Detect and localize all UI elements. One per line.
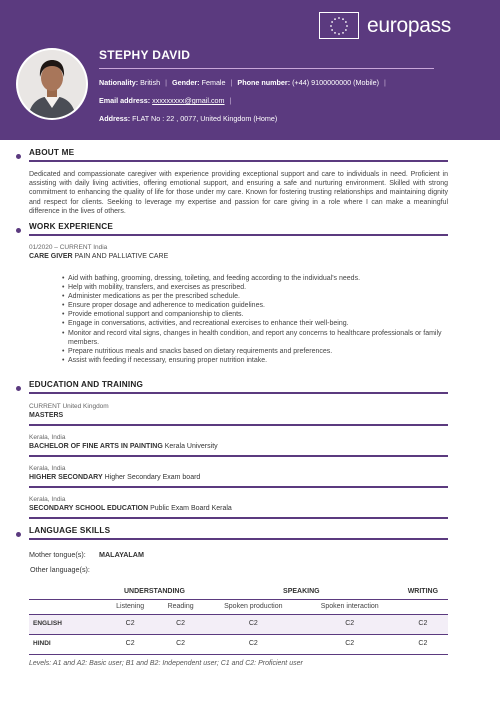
about-title: ABOUT ME	[29, 148, 75, 157]
list-item: • Provide emotional support and companionship to clients.	[62, 310, 448, 319]
job-duties-list	[62, 274, 448, 365]
section-divider	[29, 234, 448, 236]
job-employer: PAIN AND PALLIATIVE CARE	[74, 253, 169, 261]
education-org: Kerala University	[164, 443, 218, 451]
entry-divider	[29, 424, 448, 426]
personal-info-line	[99, 78, 391, 87]
job-entry	[29, 244, 168, 262]
education-title: MASTERS	[29, 412, 64, 420]
section-bullet	[16, 386, 21, 391]
other-languages-label: Other language(s):	[30, 565, 90, 574]
address-label: Address:	[99, 114, 131, 123]
nationality-value: British	[140, 78, 161, 87]
language-section-header	[16, 526, 448, 540]
entry-divider	[29, 455, 448, 457]
spoken-production-header: Spoken production	[205, 599, 302, 614]
address-line	[99, 114, 277, 123]
section-divider	[29, 160, 448, 162]
list-item: • Monitor and record vital signs, changes in health condition, and report any concerns to healthcare professionals or family members.	[62, 329, 448, 347]
job-role	[29, 252, 168, 261]
list-item: • Assist with feeding if necessary, ensuring proper nutrition intake.	[62, 356, 448, 365]
section-bullet	[16, 532, 21, 537]
list-item: • Engage in conversations, activities, and recreational exercises to enhance their well-being.	[62, 319, 448, 328]
education-title: BACHELOR OF FINE ARTS IN PAINTING	[29, 443, 163, 451]
section-divider	[29, 392, 448, 394]
table-subheader-row	[29, 599, 448, 614]
email-link[interactable]: xxxxxxxxx@gmail.com	[152, 96, 225, 105]
education-meta: Kerala, India	[29, 434, 66, 441]
education-title: SECONDARY SCHOOL EDUCATION	[29, 505, 149, 513]
level-cell: C2	[104, 614, 156, 634]
education-section-header	[16, 380, 448, 394]
separator: |	[384, 78, 386, 87]
level-cell: C2	[398, 614, 448, 634]
job-title: CARE GIVER	[29, 253, 73, 261]
about-text: Dedicated and compassionate caregiver with experience providing exceptional support and care to individuals in need. Proficient in assisting with daily living activities, offering emotional support, and ensuring a safe and nurturing environment. Skilled with strong commitment to enhancing the quality of life for those under my care. Known for fostering trusting relationships and maintaining dignity and respect for clients. Seeking to leverage my expertise and passion for care giving in a role where I can make a meaningful difference in the lives of others.	[29, 171, 448, 215]
europass-logo	[319, 12, 451, 39]
job-meta: 01/2020 – CURRENT India	[29, 244, 108, 251]
education-entry	[29, 403, 448, 421]
separator: |	[230, 78, 233, 87]
level-cell: C2	[156, 614, 205, 634]
writing-header: WRITING	[398, 584, 448, 599]
language-title: LANGUAGE SKILLS	[29, 526, 111, 535]
profile-photo	[16, 48, 88, 120]
about-section-header	[16, 148, 448, 162]
email-line	[99, 96, 236, 105]
name-divider	[99, 68, 434, 69]
work-section-header	[16, 222, 448, 236]
work-title: WORK EXPERIENCE	[29, 222, 113, 231]
list-item: • Help with mobility, transfers, and exercises as prescribed.	[62, 283, 448, 292]
education-meta: Kerala, India	[29, 496, 66, 503]
mother-tongue-value: MALAYALAM	[99, 550, 144, 559]
list-item: • Ensure proper dosage and adherence to medication guidelines.	[62, 301, 448, 310]
mother-tongue-label: Mother tongue(s):	[29, 550, 86, 559]
level-cell: C2	[205, 614, 302, 634]
eu-flag-icon	[319, 12, 359, 39]
language-name: HINDI	[29, 634, 104, 654]
phone-label: Phone number:	[237, 78, 291, 87]
education-org: Higher Secondary Exam board	[104, 474, 201, 482]
phone-value: (+44) 9100000000 (Mobile)	[292, 78, 380, 87]
nationality-label: Nationality:	[99, 78, 139, 87]
level-cell: C2	[302, 634, 398, 654]
education-entry	[29, 496, 448, 514]
cv-header	[0, 0, 500, 140]
speaking-header: SPEAKING	[205, 584, 398, 599]
list-item: • Administer medications as per the prescribed schedule.	[62, 292, 448, 301]
section-bullet	[16, 154, 21, 159]
address-value: FLAT No : 22 , 0077, United Kingdom (Home)	[132, 114, 278, 123]
education-title: EDUCATION AND TRAINING	[29, 380, 144, 389]
brand-name: europass	[367, 14, 451, 37]
section-divider	[29, 538, 448, 540]
education-org: Public Exam Board Kerala	[150, 505, 232, 513]
education-entry	[29, 465, 448, 483]
separator: |	[229, 96, 232, 105]
entry-divider	[29, 517, 448, 519]
education-title: HIGHER SECONDARY	[29, 474, 103, 482]
table-row	[29, 614, 448, 634]
list-item: • Prepare nutritious meals and snacks based on dietary requirements and preferences.	[62, 347, 448, 356]
table-header-row	[29, 584, 448, 599]
level-cell: C2	[104, 634, 156, 654]
entry-divider	[29, 486, 448, 488]
gender-label: Gender:	[172, 78, 200, 87]
table-row	[29, 634, 448, 654]
email-label: Email address:	[99, 96, 151, 105]
person-name: STEPHY DAVID	[99, 48, 191, 62]
gender-value: Female	[201, 78, 226, 87]
reading-header: Reading	[156, 599, 205, 614]
level-cell: C2	[205, 634, 302, 654]
level-cell: C2	[398, 634, 448, 654]
separator: |	[165, 78, 167, 87]
language-table	[29, 584, 448, 655]
section-bullet	[16, 228, 21, 233]
education-meta: Kerala, India	[29, 465, 66, 472]
education-entry	[29, 434, 448, 452]
levels-legend: Levels: A1 and A2: Basic user; B1 and B2: Independent user; C1 and C2: Proficient user	[29, 660, 303, 667]
list-item: • Aid with bathing, grooming, dressing, toileting, and feeding according to the individual's needs.	[62, 274, 448, 283]
education-meta: CURRENT United Kingdom	[29, 403, 109, 410]
level-cell: C2	[156, 634, 205, 654]
understanding-header: UNDERSTANDING	[104, 584, 205, 599]
language-name: ENGLISH	[29, 614, 104, 634]
level-cell: C2	[302, 614, 398, 634]
listening-header: Listening	[104, 599, 156, 614]
spoken-interaction-header: Spoken interaction	[302, 599, 398, 614]
